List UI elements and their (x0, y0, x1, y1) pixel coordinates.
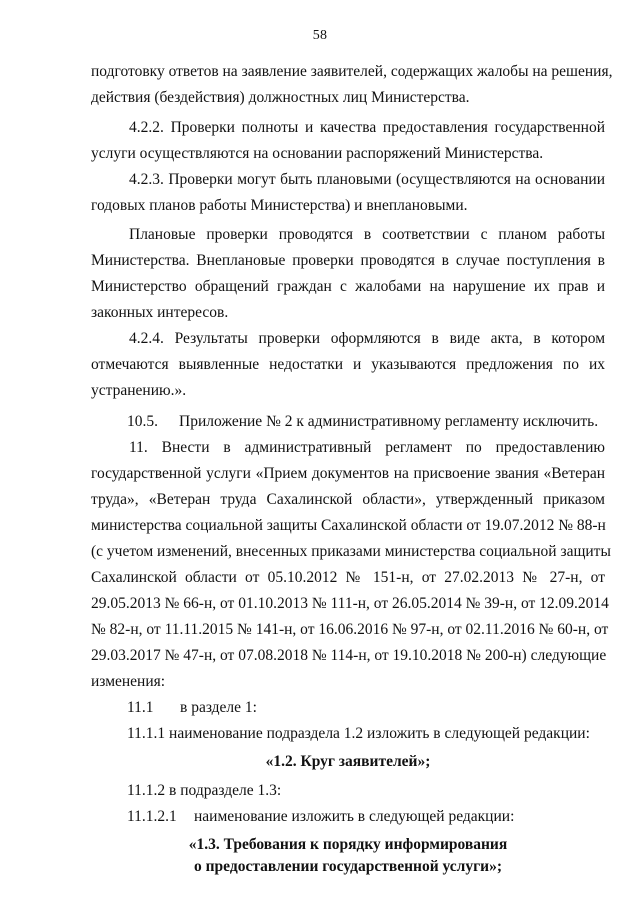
item-10-5 (127, 412, 640, 432)
item-text: в разделе 1: (180, 699, 257, 716)
text-line: Министерства. Внеплановые проверки проводятся в случае поступления в (91, 252, 605, 269)
paragraph-4-2-2: 4.2.2. Проверки полноты и качества предоставления государственной (129, 119, 605, 136)
text-line: изменения: (91, 673, 166, 690)
text-line: 29.05.2013 № 66-н, от 01.10.2013 № 111-н, от 26.05.2014 № 39-н, от 12.09.2014 (91, 595, 609, 612)
paragraph-4-2-4: 4.2.4. Результаты проверки оформляются в виде акта, в котором (129, 330, 605, 347)
heading-1-3-line-1: «1.3. Требования к порядку информирования (188, 836, 508, 853)
heading-1-3-line-2: о предоставлении государственной услуги»; (194, 858, 502, 875)
item-text: наименование изложить в следующей редакции: (194, 808, 515, 825)
text-line: Министерство обращений граждан с жалобами на нарушение их прав и (91, 278, 605, 295)
text-line: министерства социальной защиты Сахалинской области от 19.07.2012 № 88-н (91, 517, 606, 534)
text-line: государственной услуги «Прием документов на присвоение звания «Ветеран (91, 465, 605, 482)
page-number: 58 (312, 28, 328, 43)
text-line: подготовку ответов на заявление заявителей, содержащих жалобы на решения, (91, 63, 613, 80)
item-11-1 (127, 698, 640, 718)
text-line: законных интересов. (91, 304, 229, 321)
text-line: Сахалинской области от 05.10.2012 № 151-н, от 27.02.2013 № 27-н, от (91, 569, 605, 586)
item-11-1-1: 11.1.1 наименование подраздела 1.2 изложить в следующей редакции: (127, 725, 590, 742)
text-line: отмечаются выявленные недостатки и указываются предложения по их (91, 356, 605, 373)
paragraph-4-2-3: 4.2.3. Проверки могут быть плановыми (осуществляются на основании (129, 171, 605, 188)
text-line: услуги осуществляются на основании распоряжений Министерства. (91, 145, 544, 162)
heading-1-2: «1.2. Круг заявителей»; (265, 753, 431, 770)
text-line: 29.03.2017 № 47-н, от 07.08.2018 № 114-н, от 19.10.2018 № 200-н) следующие (91, 647, 607, 664)
item-number: 11.1.2.1 (127, 808, 177, 825)
text-line: годовых планов работы Министерства) и внеплановыми. (91, 197, 468, 214)
item-text: Приложение № 2 к административному регламенту исключить. (179, 413, 599, 430)
item-number: 11.1 (127, 699, 154, 716)
text-line: действия (бездействия) должностных лиц Министерства. (91, 89, 470, 106)
item-11-1-2-1 (127, 807, 640, 827)
item-number: 10.5. (127, 413, 158, 430)
text-line: № 82-н, от 11.11.2015 № 141-н, от 16.06.2016 № 97-н, от 02.11.2016 № 60-н, от (91, 621, 609, 638)
paragraph-planned-checks: Плановые проверки проводятся в соответствии с планом работы (129, 226, 605, 243)
text-line: труда», «Ветеран труда Сахалинской области», утвержденный приказом (91, 491, 605, 508)
item-11-1-2: 11.1.2 в подразделе 1.3: (127, 782, 282, 799)
text-line: устранению.». (91, 382, 187, 399)
text-line: (с учетом изменений, внесенных приказами министерства социальной защиты (91, 543, 611, 560)
paragraph-11: 11. Внести в административный регламент по предоставлению (129, 439, 605, 456)
